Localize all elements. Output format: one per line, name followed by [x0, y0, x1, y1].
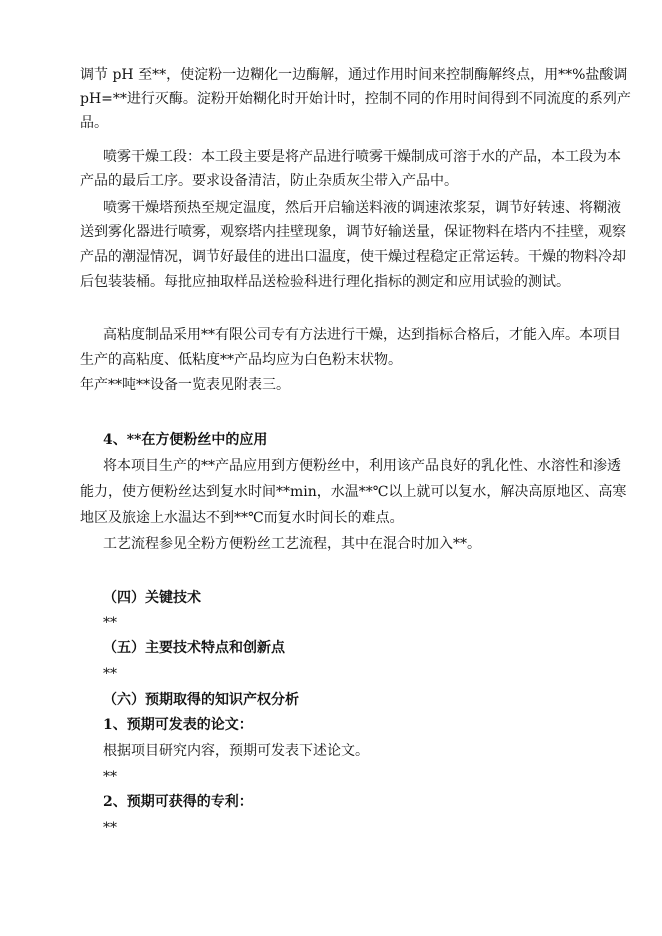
text-line: 喷雾干燥塔预热至规定温度，然后开启输送料液的调速浓浆泵，调节好转速、将糊液 [103, 200, 621, 216]
text-line: 根据项目研究内容，预期可发表下述论文。 [103, 743, 369, 759]
text-line: 高粘度制品采用**有限公司专有方法进行干燥，达到指标合格后，才能入库。本项目 [103, 327, 621, 343]
text-line: pH=**进行灭酶。淀粉开始糊化时开始计时，控制不同的作用时间得到不同流度的系列产 [80, 91, 631, 107]
text-line: 后包装装桶。每批应抽取样品送检验科进行理化指标的测定和应用试验的测试。 [80, 274, 570, 290]
text-line: 工艺流程参见全粉方便粉丝工艺流程，其中在混合时加入**。 [103, 536, 481, 552]
section-heading: （六）预期取得的知识产权分析 [103, 692, 299, 708]
text-line: 喷雾干燥工段：本工段主要是将产品进行喷雾干燥制成可溶于水的产品，本工段为本 [103, 149, 621, 165]
text-line: ** [103, 666, 117, 682]
text-line: 送到雾化器进行喷雾，观察塔内挂壁现象，调节好输送量，保证物料在塔内不挂壁，观察 [80, 224, 626, 240]
text-line: 将本项目生产的**产品应用到方便粉丝中，利用该产品良好的乳化性、水溶性和渗透 [103, 458, 621, 474]
text-line: 地区及旅途上水温达不到**℃而复水时间长的难点。 [80, 510, 404, 526]
text-line: 能力，使方便粉丝达到复水时间**min，水温**℃以上就可以复水，解决高原地区、高寒 [80, 484, 627, 500]
text-line: ** [103, 769, 117, 785]
text-line: 生产的高粘度、低粘度**产品均应为白色粉末状物。 [80, 352, 402, 368]
subsection-heading: 1、预期可发表的论文： [103, 717, 253, 733]
section-heading: （五）主要技术特点和创新点 [103, 640, 285, 656]
section-heading: 4、**在方便粉丝中的应用 [103, 432, 268, 448]
text-line: 产品的最后工序。要求设备清洁，防止杂质灰尘带入产品中。 [80, 173, 458, 189]
text-line: ** [103, 615, 117, 631]
text-line: 年产**吨**设备一览表见附表三。 [80, 377, 290, 393]
section-heading: （四）关键技术 [103, 590, 201, 606]
text-line: 调节 pH 至**，使淀粉一边糊化一边酶解，通过作用时间来控制酶解终点，用**%盐酸调 [80, 67, 628, 83]
text-line: ** [103, 820, 117, 836]
text-line: 品。 [80, 115, 108, 131]
text-line: 产品的潮湿情况，调节好最佳的进出口温度，使干燥过程稳定正常运转。干燥的物料冷却 [80, 249, 626, 265]
subsection-heading: 2、预期可获得的专利： [103, 794, 253, 810]
